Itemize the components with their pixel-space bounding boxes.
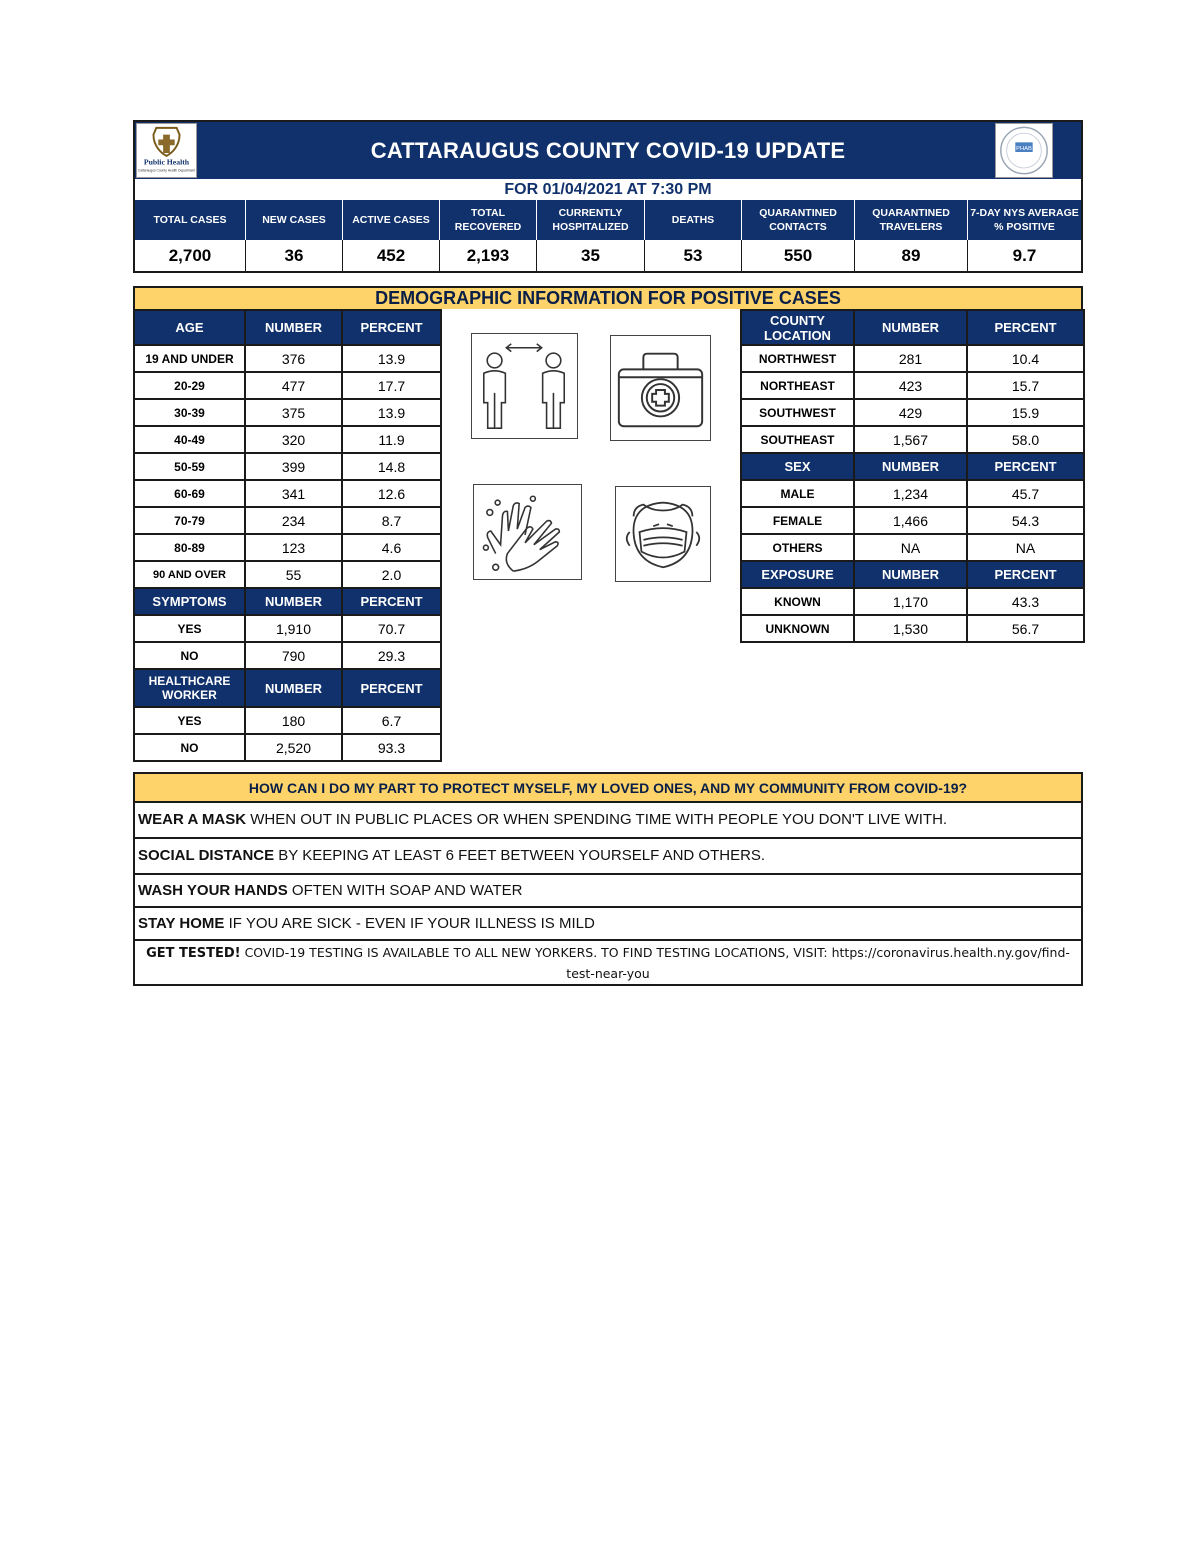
tip-get-tested — [135, 941, 1081, 984]
row-number: 180 — [245, 707, 342, 734]
row-number: 1,466 — [854, 507, 967, 534]
exposure-header: EXPOSURE — [741, 561, 854, 588]
row-label: 20-29 — [134, 372, 245, 399]
row-label: SOUTHWEST — [741, 399, 854, 426]
hand-washing-icon — [473, 484, 582, 580]
row-percent: 29.3 — [342, 642, 441, 669]
number-header: NUMBER — [854, 453, 967, 480]
number-header: NUMBER — [245, 588, 342, 615]
table-row — [741, 588, 1084, 615]
table-row — [741, 615, 1084, 642]
stat-label: QUARANTINED CONTACTS — [742, 200, 855, 240]
table-row — [134, 507, 441, 534]
row-number: 429 — [854, 399, 967, 426]
row-label: YES — [134, 615, 245, 642]
row-percent: 43.3 — [967, 588, 1084, 615]
stat-label: DEATHS — [645, 200, 742, 240]
row-number: 477 — [245, 372, 342, 399]
row-label: NO — [134, 734, 245, 761]
row-number: 123 — [245, 534, 342, 561]
social-distance-icon — [471, 333, 578, 439]
stat-label: CURRENTLY HOSPITALIZED — [537, 200, 645, 240]
percent-header: PERCENT — [967, 453, 1084, 480]
row-percent: 15.7 — [967, 372, 1084, 399]
stat-value: 452 — [343, 240, 440, 271]
phab-accreditation-logo — [995, 123, 1053, 178]
row-number: 341 — [245, 480, 342, 507]
table-row — [134, 345, 441, 372]
table-row — [134, 561, 441, 588]
tip-bold: WEAR A MASK — [138, 811, 247, 828]
stat-value: 36 — [246, 240, 343, 271]
table-row — [741, 480, 1084, 507]
table-row — [741, 426, 1084, 453]
tip-bold: STAY HOME — [138, 915, 225, 932]
table-row — [741, 534, 1084, 561]
stats-value-row — [135, 240, 1081, 271]
row-label: NO — [134, 642, 245, 669]
tip-text: OFTEN WITH SOAP AND WATER — [287, 882, 523, 899]
table-row — [741, 399, 1084, 426]
healthcare-header-line2: WORKER — [162, 688, 217, 702]
tip-stay-home — [135, 908, 1081, 941]
report-date: FOR 01/04/2021 AT 7:30 PM — [504, 181, 712, 198]
row-number: 281 — [854, 345, 967, 372]
logo-left-title: Public Health — [143, 157, 190, 167]
row-number: 1,530 — [854, 615, 967, 642]
row-percent: 93.3 — [342, 734, 441, 761]
table-row — [741, 507, 1084, 534]
row-percent: 17.7 — [342, 372, 441, 399]
row-number: 234 — [245, 507, 342, 534]
row-number: 320 — [245, 426, 342, 453]
summary-box — [133, 120, 1083, 273]
tip-text: WHEN OUT IN PUBLIC PLACES OR WHEN SPENDING TIME WITH PEOPLE YOU DON'T LIVE WITH. — [246, 811, 948, 828]
row-label: YES — [134, 707, 245, 734]
row-number: 399 — [245, 453, 342, 480]
row-number: 1,234 — [854, 480, 967, 507]
row-percent: 70.7 — [342, 615, 441, 642]
title-bar — [135, 122, 1081, 179]
stat-label: ACTIVE CASES — [343, 200, 440, 240]
demographics-banner: DEMOGRAPHIC INFORMATION FOR POSITIVE CASES — [133, 286, 1083, 309]
row-label: FEMALE — [741, 507, 854, 534]
symptoms-header: SYMPTOMS — [134, 588, 245, 615]
first-aid-kit-icon — [610, 335, 711, 441]
row-percent: 13.9 — [342, 399, 441, 426]
row-percent: 58.0 — [967, 426, 1084, 453]
percent-header: PERCENT — [342, 588, 441, 615]
row-label: UNKNOWN — [741, 615, 854, 642]
row-percent: 13.9 — [342, 345, 441, 372]
row-percent: 56.7 — [967, 615, 1084, 642]
tip-bold: WASH YOUR HANDS — [138, 882, 288, 899]
row-number: NA — [854, 534, 967, 561]
logo-left-subtitle: Cattaraugus County Health Department — [137, 168, 196, 173]
public-health-logo — [136, 123, 197, 178]
stat-label: 7-DAY NYS AVERAGE % POSITIVE — [970, 207, 1079, 233]
row-label: KNOWN — [741, 588, 854, 615]
tip-bold: SOCIAL DISTANCE — [138, 847, 275, 864]
row-number: 375 — [245, 399, 342, 426]
table-row — [741, 345, 1084, 372]
stats-header-row — [135, 200, 1081, 240]
table-row — [134, 399, 441, 426]
row-label: 60-69 — [134, 480, 245, 507]
percent-header: PERCENT — [967, 561, 1084, 588]
stat-value: 89 — [855, 240, 968, 271]
row-number: 423 — [854, 372, 967, 399]
stat-label: QUARANTINED TRAVELERS — [855, 200, 968, 240]
row-label: NORTHWEST — [741, 345, 854, 372]
row-percent: 14.8 — [342, 453, 441, 480]
percent-header: PERCENT — [342, 310, 441, 345]
location-sex-exposure-table — [740, 309, 1085, 643]
stat-value: 9.7 — [1012, 246, 1037, 265]
tip-bold: GET TESTED! — [146, 946, 241, 961]
tip-text: IF YOU ARE SICK - EVEN IF YOUR ILLNESS IS MILD — [224, 915, 595, 932]
table-row — [134, 615, 441, 642]
stat-label: TOTAL CASES — [135, 200, 246, 240]
table-row — [741, 372, 1084, 399]
table-row — [134, 707, 441, 734]
row-label: 90 AND OVER — [134, 561, 245, 588]
row-percent: 8.7 — [342, 507, 441, 534]
row-number: 1,170 — [854, 588, 967, 615]
row-label: SOUTHEAST — [741, 426, 854, 453]
row-percent: 10.4 — [967, 345, 1084, 372]
table-row — [134, 426, 441, 453]
tip-text: COVID-19 TESTING IS AVAILABLE TO ALL NEW YORKERS. TO FIND TESTING LOCATIONS, VISIT: https://coronavirus.health.ny.gov/find-test-near-you — [240, 945, 1070, 981]
county-header-line1: COUNTY — [770, 312, 825, 328]
row-number: 790 — [245, 642, 342, 669]
table-row — [134, 453, 441, 480]
sex-header: SEX — [741, 453, 854, 480]
healthcare-header-line1: HEALTHCARE — [148, 674, 231, 688]
stat-label: NEW CASES — [246, 200, 343, 240]
percent-header: PERCENT — [342, 669, 441, 707]
percent-header: PERCENT — [967, 310, 1084, 345]
number-header: NUMBER — [245, 310, 342, 345]
row-label: 50-59 — [134, 453, 245, 480]
row-number: 1,910 — [245, 615, 342, 642]
stat-value: 2,193 — [440, 240, 537, 271]
row-percent: 54.3 — [967, 507, 1084, 534]
row-percent: 11.9 — [342, 426, 441, 453]
page-title: CATTARAUGUS COUNTY COVID-19 UPDATE — [370, 138, 846, 163]
age-header: AGE — [134, 310, 245, 345]
table-row — [134, 642, 441, 669]
row-percent: 6.7 — [342, 707, 441, 734]
stat-value: 550 — [742, 240, 855, 271]
county-location-header — [741, 310, 854, 345]
tip-wash-hands — [135, 875, 1081, 908]
number-header: NUMBER — [854, 310, 967, 345]
stat-value: 2,700 — [135, 240, 246, 271]
row-label: 19 AND UNDER — [134, 345, 245, 372]
row-number: 1,567 — [854, 426, 967, 453]
table-row — [134, 372, 441, 399]
tip-text: BY KEEPING AT LEAST 6 FEET BETWEEN YOURSELF AND OTHERS. — [274, 847, 766, 864]
row-label: 40-49 — [134, 426, 245, 453]
age-symptoms-table — [133, 309, 442, 762]
stat-value: 35 — [537, 240, 645, 271]
row-percent: NA — [967, 534, 1084, 561]
row-label: 80-89 — [134, 534, 245, 561]
number-header: NUMBER — [245, 669, 342, 707]
row-number: 376 — [245, 345, 342, 372]
row-label: MALE — [741, 480, 854, 507]
row-number: 2,520 — [245, 734, 342, 761]
face-mask-icon — [615, 486, 711, 582]
stat-label: TOTAL RECOVERED — [440, 200, 537, 240]
row-number: 55 — [245, 561, 342, 588]
table-row — [134, 480, 441, 507]
tip-wear-mask — [135, 803, 1081, 839]
healthcare-worker-header — [134, 669, 245, 707]
protection-tips — [133, 772, 1083, 986]
row-label: OTHERS — [741, 534, 854, 561]
logo-right-text: PHAB — [1016, 146, 1032, 153]
row-label: 70-79 — [134, 507, 245, 534]
county-header-line2: LOCATION — [764, 327, 831, 343]
row-label: NORTHEAST — [741, 372, 854, 399]
table-row — [134, 534, 441, 561]
number-header: NUMBER — [854, 561, 967, 588]
row-percent: 4.6 — [342, 534, 441, 561]
row-percent: 15.9 — [967, 399, 1084, 426]
tips-header: HOW CAN I DO MY PART TO PROTECT MYSELF, MY LOVED ONES, AND MY COMMUNITY FROM COVID-19? — [135, 774, 1081, 803]
table-row — [134, 734, 441, 761]
row-percent: 2.0 — [342, 561, 441, 588]
tip-social-distance — [135, 839, 1081, 875]
row-label: 30-39 — [134, 399, 245, 426]
stat-value: 53 — [645, 240, 742, 271]
row-percent: 45.7 — [967, 480, 1084, 507]
row-percent: 12.6 — [342, 480, 441, 507]
